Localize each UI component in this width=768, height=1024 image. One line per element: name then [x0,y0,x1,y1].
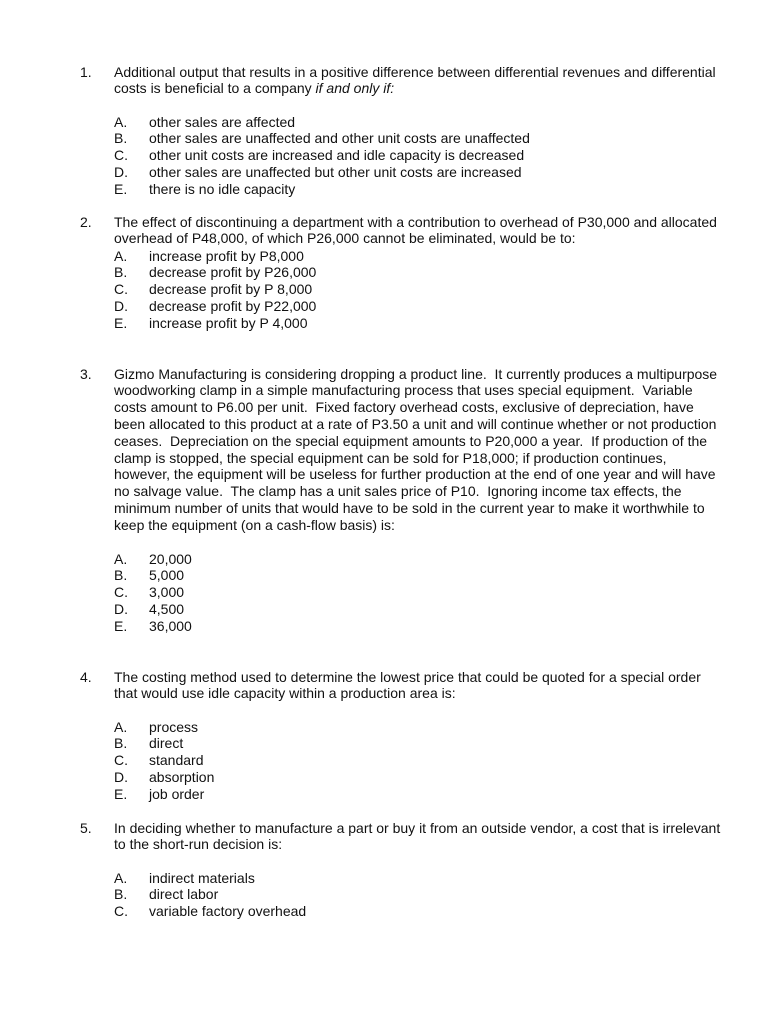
question-stem-emphasis: if and only if: [315,80,395,97]
question-stem [114,366,717,534]
answer-option-a [114,719,714,736]
question-stem-line: costs amount to P6.00 per unit. Fixed factory overhead costs, exclusive of depreciation, have [114,399,694,416]
option-letter: B. [114,886,128,903]
question-1-options [114,114,714,198]
question-5-options [114,870,714,920]
answer-option-d [114,769,714,786]
option-text: process [149,718,199,735]
option-text: decrease profit by P26,000 [149,264,317,281]
option-letter: B. [114,735,128,752]
question-stem-line: woodworking clamp in a simple manufacturing process that uses special equipment. Variable [114,382,693,399]
option-letter: D. [114,600,128,617]
question-stem-line: keep the equipment (on a cash-flow basis) is: [114,516,395,533]
question-stem-line: however, the equipment will be useless for further production at the end of one year and will have [114,466,716,483]
option-text: variable factory overhead [149,903,307,920]
question-stem-line: In deciding whether to manufacture a part or buy it from an outside vendor, a cost that is irrelevant [114,819,721,836]
answer-option-c [114,147,714,164]
question-number: 2. [80,213,92,230]
option-letter: C. [114,147,128,164]
option-letter: E. [114,785,128,802]
option-letter: E. [114,617,128,634]
answer-option-b [114,886,714,903]
option-text: increase profit by P 4,000 [149,314,308,331]
option-text: direct [149,735,184,752]
option-text: 3,000 [149,584,185,601]
answer-option-e [114,786,714,803]
answer-option-e [114,315,714,332]
option-text: other sales are affected [149,113,296,130]
question-stem-line: Gizmo Manufacturing is considering dropping a product line. It currently produces a multipurpose [114,365,718,382]
question-number: 5. [80,819,92,836]
answer-option-a [114,551,714,568]
option-letter: A. [114,869,128,886]
question-number: 3. [80,365,92,382]
option-letter: A. [114,247,128,264]
question-stem-line: Additional output that results in a positive difference between differential revenues and differential [114,63,716,80]
option-letter: C. [114,752,128,769]
option-text: decrease profit by P22,000 [149,297,317,314]
answer-option-b [114,130,714,147]
option-text: other unit costs are increased and idle capacity is decreased [149,147,525,164]
option-text: job order [149,785,205,802]
question-stem-line [114,80,716,97]
answer-option-b [114,264,714,281]
question-stem-line: ceases. Depreciation on the special equipment amounts to P20,000 a year. If production of the [114,432,708,449]
question-stem [114,669,701,703]
answer-option-d [114,298,714,315]
option-letter: C. [114,281,128,298]
question-4-options [114,719,714,803]
option-text: 36,000 [149,617,192,634]
option-letter: A. [114,550,128,567]
question-2-options [114,248,714,332]
answer-option-d [114,164,714,181]
option-text: increase profit by P8,000 [149,247,304,264]
option-letter: A. [114,113,128,130]
question-stem-line: minimum number of units that would have to be sold in the current year to make it worthwhile to [114,499,705,516]
question-number: 1. [80,63,92,80]
option-text: decrease profit by P 8,000 [149,281,313,298]
question-stem [114,820,720,854]
answer-option-c [114,903,714,920]
question-stem [114,64,716,98]
option-text: standard [149,752,204,769]
question-3-options [114,551,714,635]
option-letter: C. [114,903,128,920]
question-stem-line: The costing method used to determine the lowest price that could be quoted for a special order [114,668,701,685]
option-letter: B. [114,567,128,584]
answer-option-e [114,181,714,198]
question-stem [114,214,717,248]
question-stem-line: overhead of P48,000, of which P26,000 cannot be eliminated, would be to: [114,230,576,247]
answer-option-b [114,735,714,752]
option-text: 4,500 [149,600,185,617]
option-text: 20,000 [149,550,192,567]
answer-option-d [114,601,714,618]
option-text: 5,000 [149,567,185,584]
question-stem-line: to the short-run decision is: [114,836,283,853]
question-stem-line: The effect of discontinuing a department with a contribution to overhead of P30,000 and allocated [114,213,717,230]
answer-option-c [114,584,714,601]
option-text: direct labor [149,886,219,903]
answer-option-e [114,618,714,635]
option-letter: D. [114,163,128,180]
question-stem-line: clamp is stopped, the special equipment can be sold for P18,000; if production continues, [114,449,667,466]
option-letter: E. [114,314,128,331]
option-text: other sales are unaffected but other unit costs are increased [149,163,522,180]
answer-option-a [114,870,714,887]
answer-option-a [114,114,714,131]
option-letter: B. [114,130,128,147]
question-stem-line: no salvage value. The clamp has a unit sales price of P10. Ignoring income tax effects, the [114,483,682,500]
option-text: there is no idle capacity [149,180,296,197]
option-letter: C. [114,584,128,601]
answer-option-b [114,567,714,584]
answer-option-c [114,752,714,769]
answer-option-c [114,281,714,298]
option-letter: A. [114,718,128,735]
option-letter: E. [114,180,128,197]
question-number: 4. [80,668,92,685]
option-letter: D. [114,768,128,785]
option-text: other sales are unaffected and other unit costs are unaffected [149,130,530,147]
option-text: absorption [149,768,215,785]
question-stem-text: costs is beneficial to a company [114,80,316,97]
question-stem-line: been allocated to this product at a rate of P3.50 a unit and will continue whether or not production [114,415,717,432]
option-letter: D. [114,297,128,314]
question-stem-line: that would use idle capacity within a production area is: [114,685,456,702]
option-text: indirect materials [149,869,255,886]
answer-option-a [114,248,714,265]
option-letter: B. [114,264,128,281]
